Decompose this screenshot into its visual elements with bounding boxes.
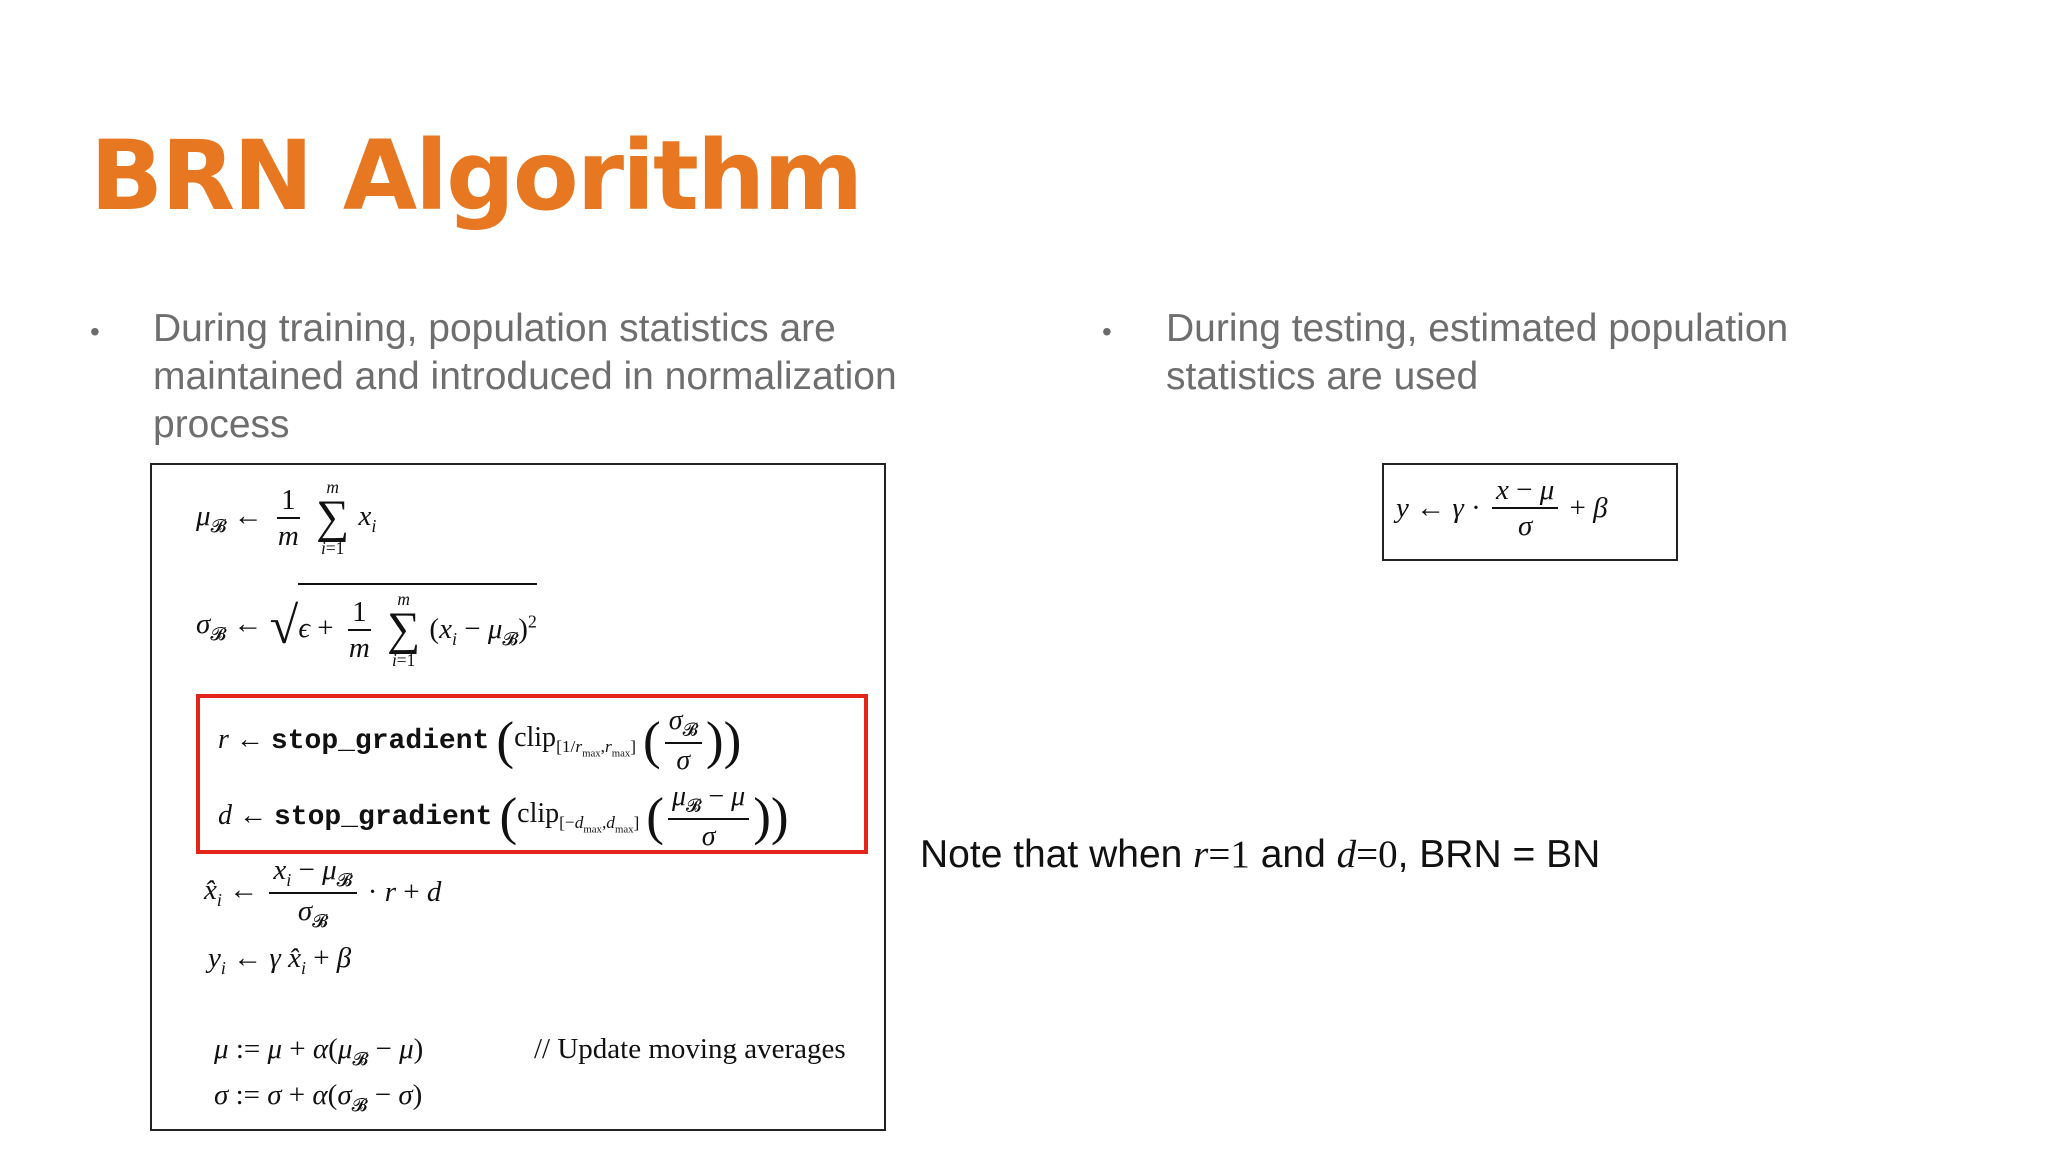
left-bullet-dot: • xyxy=(90,316,100,347)
note-d-value: =0 xyxy=(1356,833,1398,876)
right-bullet-text: During testing, estimated population statistics are used xyxy=(1166,307,1789,398)
output-equation: $y_i$ ← γ $x̂_i + \beta$ xyxy=(208,942,352,978)
note-prefix: Note that when xyxy=(920,833,1194,876)
mean-update-equation: μ := $\mu + \alpha(\mu_𝓑 - \mu)$ xyxy=(214,1033,424,1069)
note-r-value: =1 xyxy=(1208,833,1250,876)
d-equation: d ← stop_gradient (clip$_{[-d_{max},d_{max}]}$ ( $\frac{\mu_𝓑 - \mu}{\sigma}$ )) xyxy=(218,781,789,852)
right-bullet-dot: • xyxy=(1102,316,1112,347)
batch-mean-equation: $\mu_𝓑$ ← $\frac{1}{m}$ m ∑ i=1 $x_i$ xyxy=(196,477,377,559)
note-and: and xyxy=(1249,833,1337,876)
note-suffix: , BRN = BN xyxy=(1397,833,1601,876)
test-equation-box xyxy=(1382,463,1678,561)
batch-std-equation: $\sigma_𝓑$ ← √ϵ + $\frac{1}{m}$ m ∑ i=1 $(x_i - \mu_𝓑)^2$ xyxy=(196,583,537,670)
renorm-highlight-box xyxy=(196,694,868,854)
std-update-equation: σ := $\sigma + \alpha(\sigma_𝓑 - \sigma)$ xyxy=(214,1079,423,1115)
brn-bn-note xyxy=(920,832,1600,877)
normalize-equation: $x̂_i$ ← $\frac{x_i - \mu_𝓑}{\sigma_𝓑}$ · r + d xyxy=(204,854,442,931)
note-r: r xyxy=(1193,833,1209,876)
note-d: d xyxy=(1336,833,1357,876)
test-equation: y ← γ · $\frac{x - \mu}{\sigma}$ + β xyxy=(1396,474,1608,543)
r-equation: r ← stop_gradient (clip$_{[1/r_{max},r_{max}]}$ ( $\frac{\sigma_𝓑}{\sigma}$ )) xyxy=(218,705,742,776)
slide-title: BRN Algorithm xyxy=(90,120,862,232)
update-comment: // Update moving averages xyxy=(534,1033,846,1065)
left-bullet-text: During training, population statistics are maintained and introduced in normalization process xyxy=(153,307,897,446)
